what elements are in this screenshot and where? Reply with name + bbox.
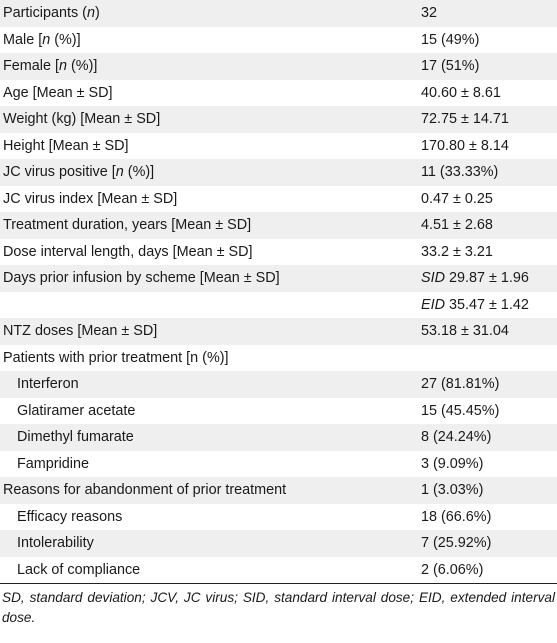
row-label-italic: n: [115, 164, 124, 181]
row-value: [421, 212, 557, 239]
row-label-italic: n: [58, 58, 67, 75]
table-row: [0, 398, 557, 425]
table-row: [0, 53, 557, 80]
row-label: [0, 159, 421, 186]
table-row: [0, 451, 557, 478]
row-label-text: JC virus positive [: [3, 164, 116, 181]
row-label-text: Height [Mean ± SD]: [3, 137, 129, 154]
row-label-text: Treatment duration, years [Mean ± SD]: [3, 217, 252, 234]
row-value: [421, 451, 557, 478]
row-label-text: Lack of compliance: [17, 561, 141, 578]
table-row: [0, 504, 557, 531]
row-label: [0, 371, 421, 398]
row-value: [421, 186, 557, 213]
row-value-text: 1 (3.03%): [421, 482, 484, 499]
table-row: [0, 212, 557, 239]
row-label-text: Days prior infusion by scheme [Mean ± SD]: [3, 270, 280, 287]
table-row: [0, 239, 557, 266]
row-value-text: 11 (33.33%): [421, 164, 499, 181]
row-label: [0, 345, 421, 372]
row-value: [421, 133, 557, 160]
row-value: [421, 504, 557, 531]
row-value: [421, 477, 557, 504]
row-value-text: 17 (51%): [421, 58, 480, 75]
row-value-text: 40.60 ± 8.61: [421, 84, 501, 101]
row-label-text: Intolerability: [17, 535, 94, 552]
row-label-text: Male [: [3, 31, 43, 48]
row-label-text: Interferon: [17, 376, 79, 393]
table-row: [0, 27, 557, 54]
table-row: [0, 371, 557, 398]
row-label-tail: (%)]: [50, 31, 81, 48]
row-label: [0, 80, 421, 107]
row-value: [421, 53, 557, 80]
table-row: [0, 186, 557, 213]
row-value-text: 0.47 ± 0.25: [421, 190, 493, 207]
row-label: [0, 0, 421, 27]
row-label: [0, 239, 421, 266]
row-value: [421, 265, 557, 292]
row-value: [421, 0, 557, 27]
row-label-italic: n: [86, 5, 95, 22]
table-row: [0, 80, 557, 107]
row-value: [421, 27, 557, 54]
row-value: [421, 239, 557, 266]
row-label: [0, 212, 421, 239]
table-footnote: SD, standard deviation; JCV, JC virus; SID, standard interval dose; EID, extended interval dose.: [2, 590, 555, 625]
row-label: [0, 186, 421, 213]
row-label-text: Dose interval length, days [Mean ± SD]: [3, 243, 253, 260]
table-row: [0, 0, 557, 27]
row-value-text: 53.18 ± 31.04: [421, 323, 509, 340]
row-label-tail: ): [95, 5, 100, 22]
row-label-text: Fampridine: [17, 455, 89, 472]
row-value-text: 15 (49%): [421, 31, 480, 48]
row-value-text: 27 (81.81%): [421, 376, 500, 393]
row-label-text: Glatiramer acetate: [17, 402, 136, 419]
row-value: [421, 424, 557, 451]
row-label: [0, 504, 421, 531]
row-value: [421, 106, 557, 133]
row-value: [421, 345, 557, 372]
row-value-text: 170.80 ± 8.14: [421, 137, 509, 154]
row-label: [0, 424, 421, 451]
row-label-text: Weight (kg) [Mean ± SD]: [3, 111, 161, 128]
row-label: [0, 318, 421, 345]
row-label-text: Dimethyl fumarate: [17, 429, 134, 446]
row-label: [0, 557, 421, 584]
row-label-text: Efficacy reasons: [17, 508, 123, 525]
row-value-italic: EID: [421, 296, 445, 313]
row-label-text: Age [Mean ± SD]: [3, 84, 113, 101]
row-value-text: 33.2 ± 3.21: [421, 243, 493, 260]
table-row: [0, 106, 557, 133]
row-label: [0, 106, 421, 133]
row-label-tail: (%)]: [67, 58, 98, 75]
row-label-text: JC virus index [Mean ± SD]: [3, 190, 178, 207]
row-value-text: 32: [421, 5, 438, 22]
row-label: [0, 27, 421, 54]
row-value-text: 3 (9.09%): [421, 455, 484, 472]
row-value-text: 7 (25.92%): [421, 535, 492, 552]
row-value: [421, 557, 557, 584]
row-label-text: Patients with prior treatment [n (%)]: [3, 349, 229, 366]
row-value-text: 35.47 ± 1.42: [445, 296, 529, 313]
row-label: [0, 451, 421, 478]
row-value: [421, 318, 557, 345]
row-value: [421, 530, 557, 557]
row-label: [0, 477, 421, 504]
row-value-italic: SID: [421, 270, 445, 287]
row-value-text: 2 (6.06%): [421, 561, 484, 578]
row-label-text: Female [: [3, 58, 59, 75]
row-label: [0, 292, 421, 319]
table-row: [0, 424, 557, 451]
row-value-text: 18 (66.6%): [421, 508, 492, 525]
table-row: [0, 292, 557, 319]
table-row: [0, 159, 557, 186]
row-value-text: 4.51 ± 2.68: [421, 217, 493, 234]
row-label: [0, 133, 421, 160]
table-row: [0, 477, 557, 504]
table-row: [0, 265, 557, 292]
row-value: [421, 80, 557, 107]
row-label-text: Participants (: [3, 5, 87, 22]
table-row: [0, 345, 557, 372]
row-label-text: NTZ doses [Mean ± SD]: [3, 323, 158, 340]
row-label: [0, 398, 421, 425]
row-value: [421, 292, 557, 319]
row-value: [421, 371, 557, 398]
row-label-text: Reasons for abandonment of prior treatment: [3, 482, 287, 499]
table-row: [0, 530, 557, 557]
row-label: [0, 53, 421, 80]
row-value: [421, 398, 557, 425]
row-value-text: 72.75 ± 14.71: [421, 111, 509, 128]
table-row: [0, 133, 557, 160]
row-label-tail: (%)]: [123, 164, 155, 181]
row-label-italic: n: [42, 31, 51, 48]
row-value-text: 29.87 ± 1.96: [445, 270, 529, 287]
table-row: [0, 318, 557, 345]
row-label: [0, 530, 421, 557]
row-value-text: 15 (45.45%): [421, 402, 500, 419]
row-value-text: 8 (24.24%): [421, 429, 492, 446]
row-label: [0, 265, 421, 292]
table-row: [0, 557, 557, 584]
row-value: [421, 159, 557, 186]
